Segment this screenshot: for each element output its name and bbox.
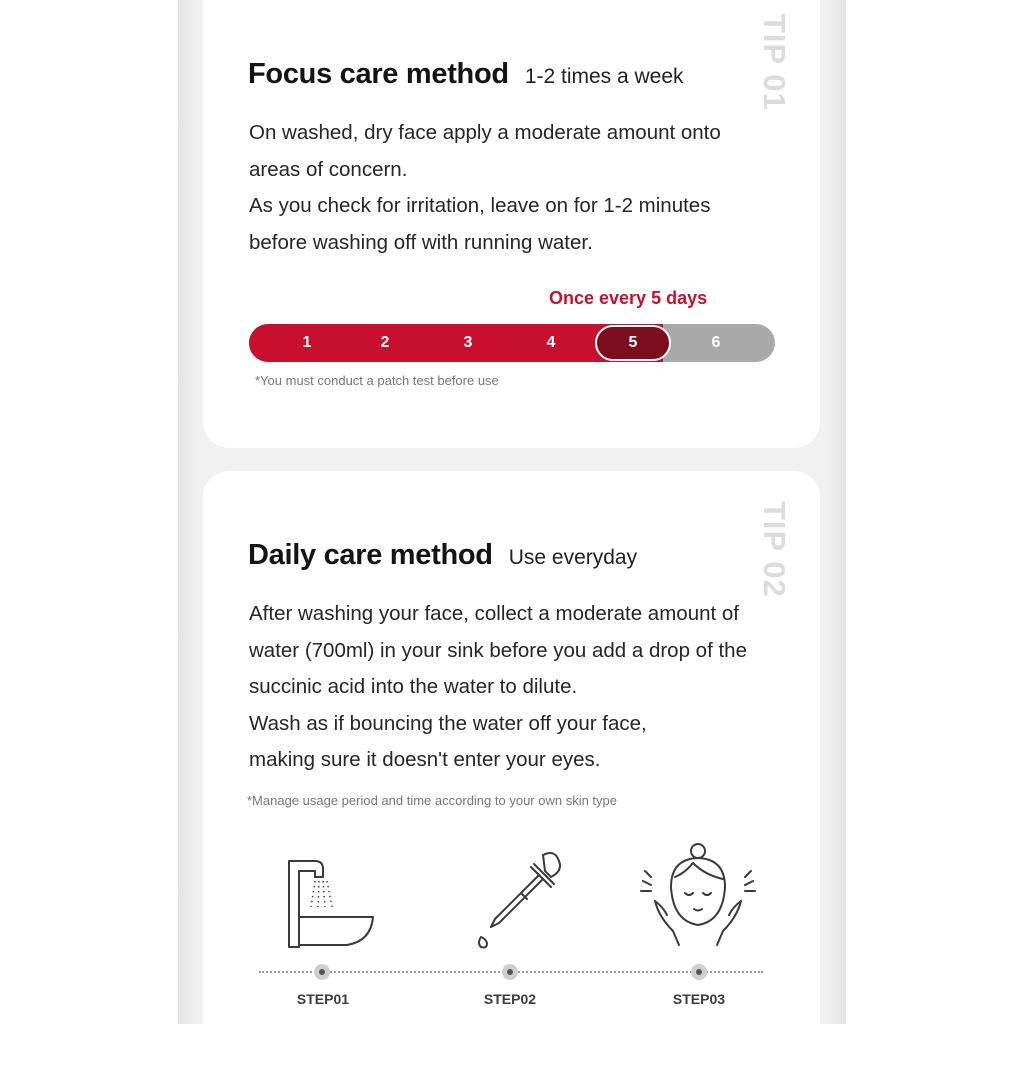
step-label: STEP03 [672,991,726,1007]
step-marker [691,964,707,980]
patch-test-note: *You must conduct a patch test before use [255,373,499,388]
scale-segment-4: 4 [546,334,556,351]
face-washing-icon [633,841,763,951]
card-title: Focus care method [248,58,509,90]
daily-care-card [203,471,820,1071]
instruction-paragraph: Wash as if bouncing the water off your face, making sure it doesn't enter your eyes. [249,711,647,771]
step-marker [314,964,330,980]
instructions [249,596,789,779]
dropper-icon [451,841,581,951]
scale-segment-3: 3 [463,334,473,351]
card-subtitle: Use everyday [508,546,638,569]
frequency-scale [249,324,775,362]
faucet-sink-icon [263,841,393,951]
tip-label: TIP 01 [757,14,792,111]
step-marker [502,964,518,980]
scale-segment-1: 1 [302,334,312,351]
step-label: STEP02 [483,991,537,1007]
title-row [248,58,684,91]
frequency-label: Once every 5 days [549,288,708,308]
step-label: STEP01 [296,991,350,1007]
scale-segment-2: 2 [380,334,390,351]
card-subtitle: 1-2 times a week [524,65,684,88]
card-title: Daily care method [248,539,493,571]
usage-note: *Manage usage period and time according to your own skin type [247,793,617,808]
scale-segment-6: 6 [711,334,721,351]
instruction-paragraph: As you check for irritation, leave on for 1-2 minutes before washing off with running water. [249,194,711,254]
instructions [249,115,789,261]
scale-segment-selected: 5 [595,325,671,361]
title-row [248,539,637,572]
instruction-paragraph: After washing your face, collect a moderate amount of water (700ml) in your sink before you add a drop of the succinic acid into the water to dilute. [249,602,747,698]
tip-label: TIP 02 [757,501,792,598]
instruction-paragraph: On washed, dry face apply a moderate amount onto areas of concern. [249,121,721,181]
focus-care-card [203,0,820,448]
